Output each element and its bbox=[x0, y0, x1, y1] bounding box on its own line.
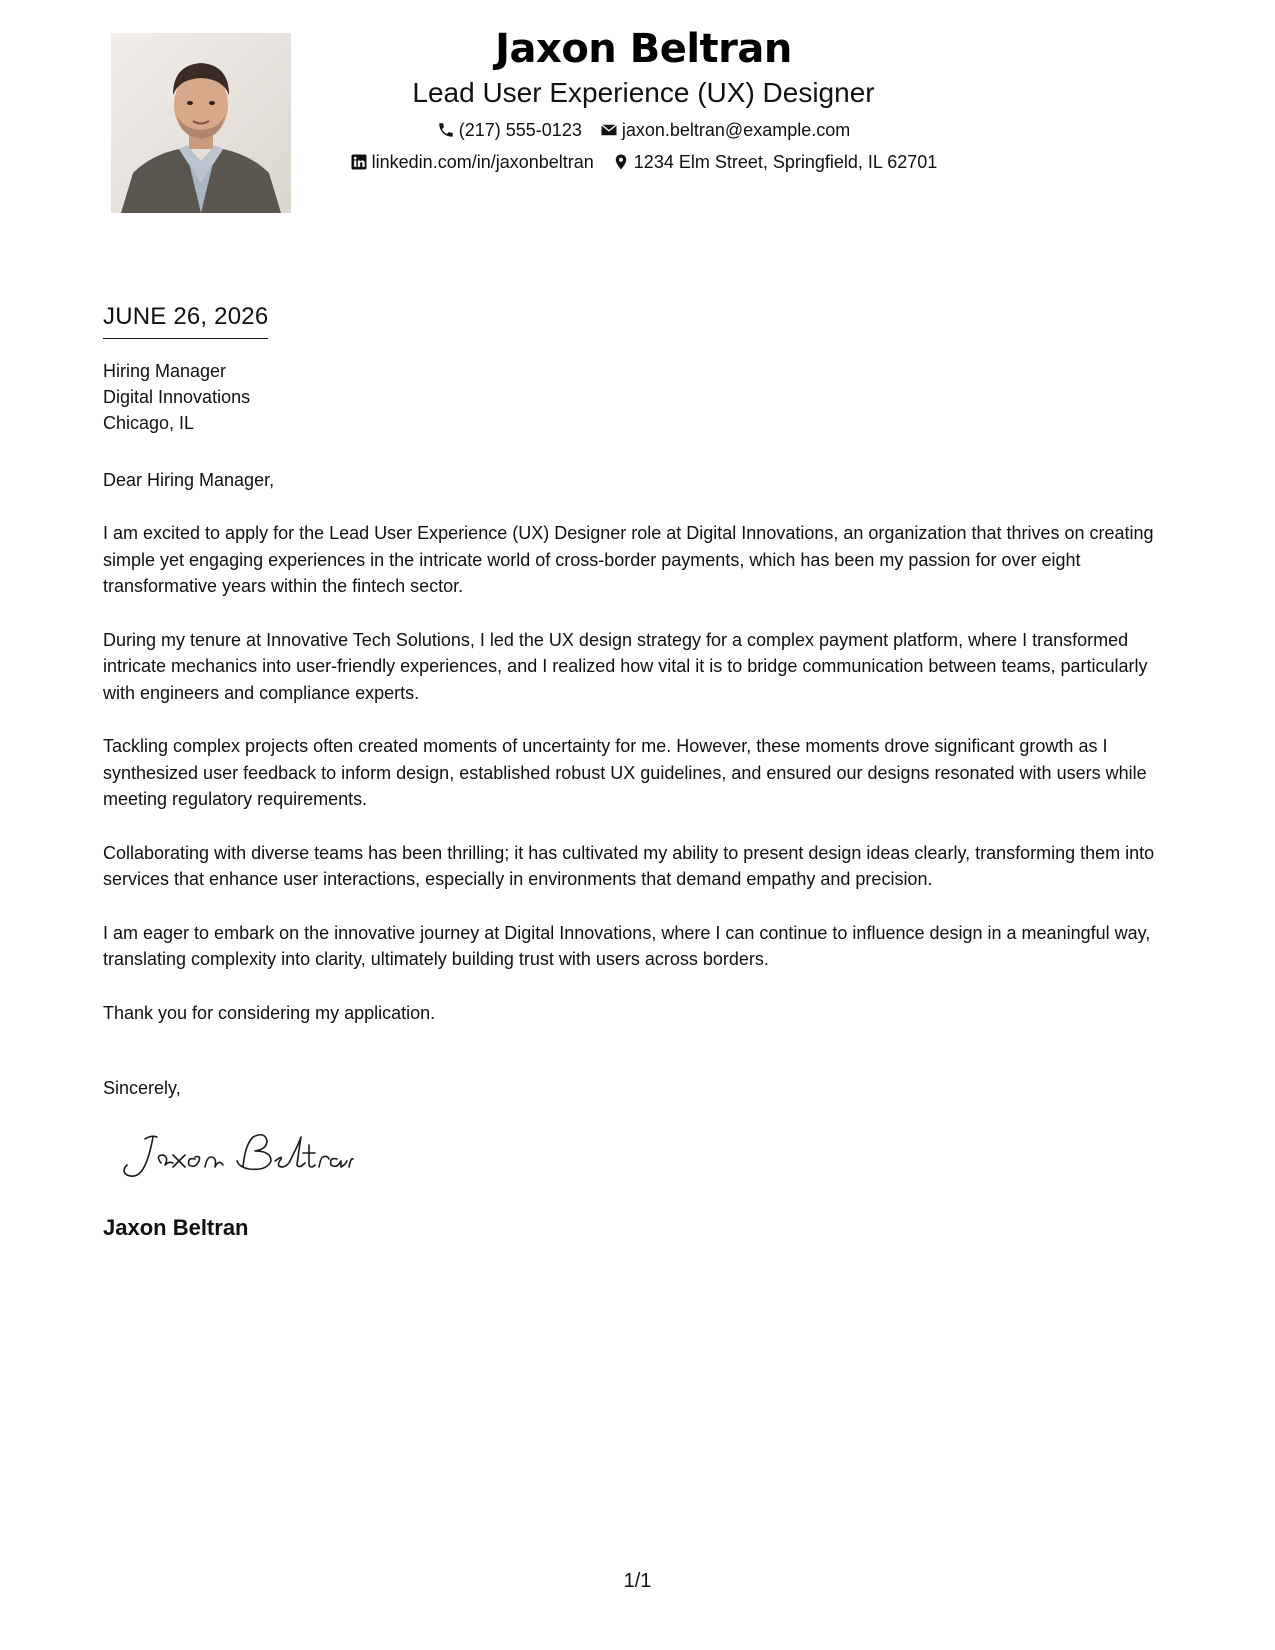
map-pin-icon bbox=[612, 153, 630, 171]
recipient-line: Chicago, IL bbox=[103, 413, 195, 433]
address-contact bbox=[612, 150, 938, 174]
applicant-job-title: Lead User Experience (UX) Designer bbox=[412, 77, 875, 108]
profile-photo bbox=[111, 33, 291, 213]
linkedin-icon bbox=[350, 153, 368, 171]
phone-icon bbox=[437, 121, 455, 139]
address-text: 1234 Elm Street, Springfield, IL 62701 bbox=[633, 152, 938, 172]
contact-row-primary bbox=[291, 118, 996, 142]
envelope-icon bbox=[600, 121, 618, 139]
phone-text: (217) 555-0123 bbox=[458, 120, 582, 140]
linkedin-contact[interactable] bbox=[350, 150, 594, 174]
phone-contact[interactable] bbox=[437, 118, 582, 142]
body-paragraph: Thank you for considering my application. bbox=[103, 1002, 436, 1023]
portrait-illustration bbox=[111, 33, 291, 213]
body-paragraph: Collaborating with diverse teams has been thrilling; it has cultivated my ability to present design ideas clearly, transforming them into services that enhance user interactions, especially in environments that demand empathy and precision. bbox=[103, 842, 1155, 889]
handwritten-signature bbox=[115, 1125, 355, 1185]
email-contact[interactable] bbox=[600, 118, 850, 142]
email-text: jaxon.beltran@example.com bbox=[621, 120, 851, 140]
recipient-line: Digital Innovations bbox=[103, 387, 251, 407]
applicant-name: Jaxon Beltran bbox=[495, 26, 792, 72]
letter-date: JUNE 26, 2026 bbox=[103, 300, 268, 339]
recipient-line: Hiring Manager bbox=[103, 361, 227, 381]
letter-paragraphs bbox=[103, 520, 1183, 1053]
signed-name: Jaxon Beltran bbox=[103, 1215, 249, 1240]
letter-header bbox=[291, 22, 996, 174]
body-paragraph: I am eager to embark on the innovative journey at Digital Innovations, where I can continue to influence design in a meaningful way, translating complexity into clarity, ultimately building trust with users across borders. bbox=[103, 922, 1151, 969]
body-paragraph: Tackling complex projects often created moments of uncertainty for me. However, these moments drove significant growth as I synthesized user feedback to inform design, established robust UX guidelines, and ensured our designs resonated with users while meeting regulatory requirements. bbox=[103, 736, 1147, 809]
salutation: Dear Hiring Manager, bbox=[103, 470, 275, 490]
body-paragraph: I am excited to apply for the Lead User Experience (UX) Designer role at Digital Innovations, an organization that thrives on creating simple yet engaging experiences in the intricate world of cross-border payments, which has been my passion for over eight transformative years within the fintech sector. bbox=[103, 523, 1154, 596]
recipient-block bbox=[103, 358, 250, 436]
closing: Sincerely, bbox=[103, 1078, 181, 1098]
contact-row-secondary bbox=[291, 150, 996, 174]
linkedin-text: linkedin.com/in/jaxonbeltran bbox=[371, 152, 594, 172]
page-number: 1/1 bbox=[623, 1570, 652, 1592]
body-paragraph: During my tenure at Innovative Tech Solutions, I led the UX design strategy for a complex payment platform, where I transformed intricate mechanics into user-friendly experiences, and I realized how vital it is to bridge communication between teams, particularly with engineers and compliance experts. bbox=[103, 629, 1148, 703]
